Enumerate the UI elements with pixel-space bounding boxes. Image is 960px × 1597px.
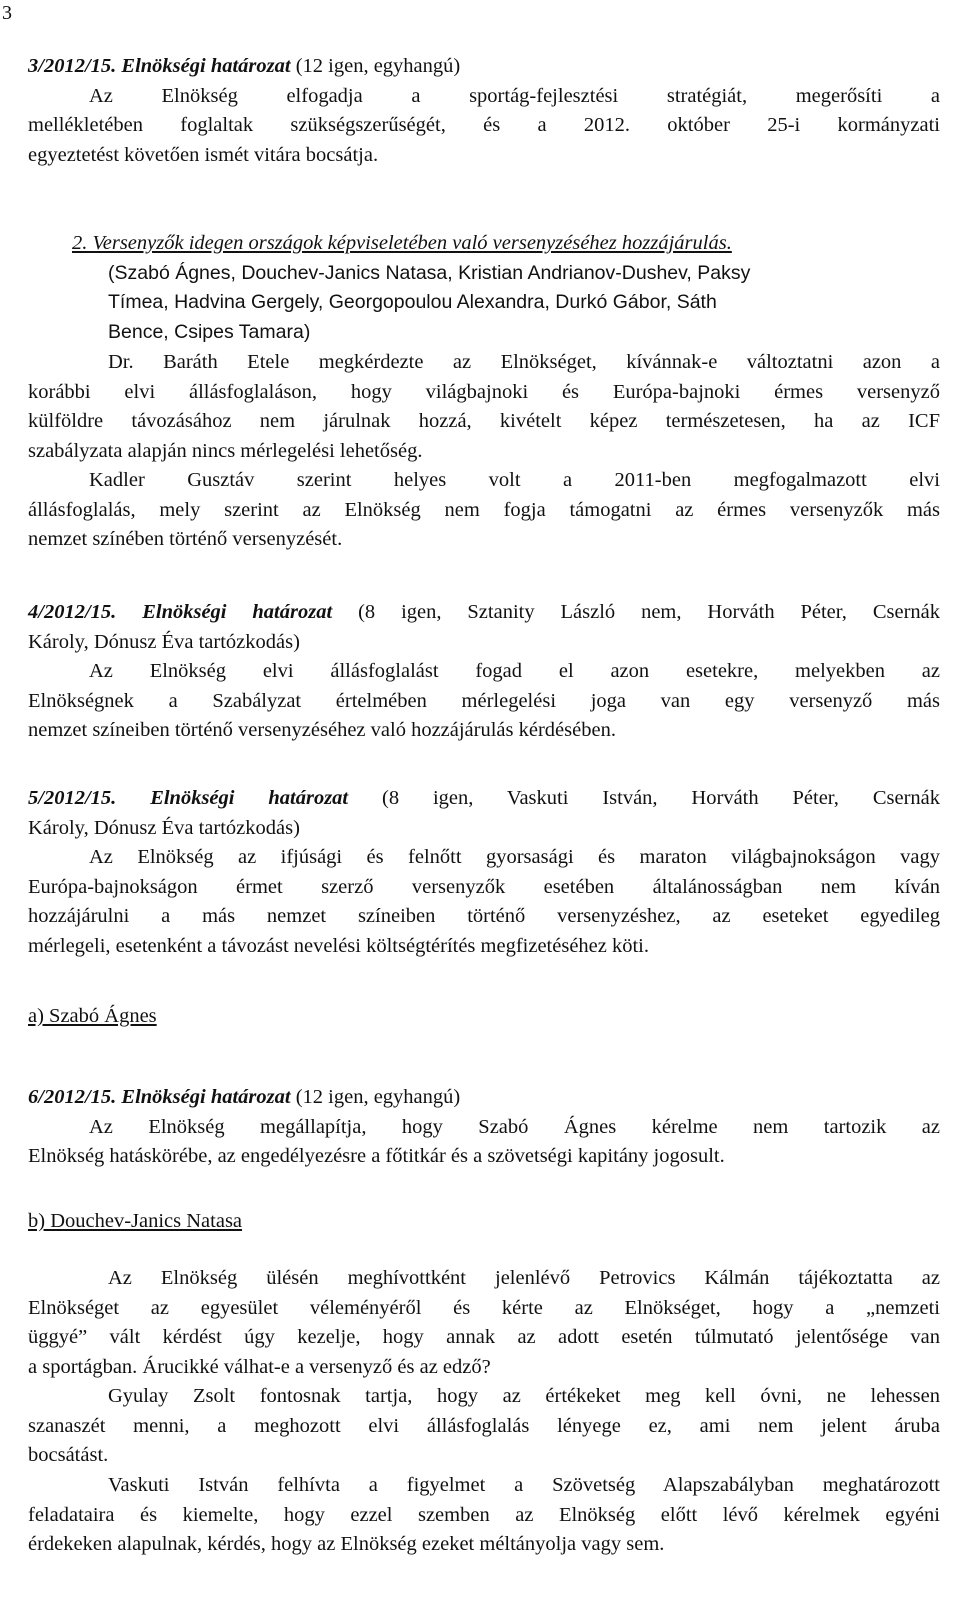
resolution-title: Elnökségi határozat xyxy=(121,55,291,77)
subheading-a xyxy=(28,1002,940,1032)
text-line: bocsátást. xyxy=(28,1444,109,1467)
text-line: külföldre távozásához nem járulnak hozzá, kivételt képez természetesen, ha az ICF xyxy=(28,410,940,433)
resolution-3-heading xyxy=(28,52,940,82)
resolution-number: 4/2012/15. xyxy=(28,601,117,623)
resolution-number: 3/2012/15. xyxy=(28,55,117,77)
names-line: (Szabó Ágnes, Douchev-Janics Natasa, Kristian Andrianov-Dushev, Paksy xyxy=(108,261,751,284)
resolution-title: Elnökségi határozat xyxy=(150,787,349,809)
resolution-vote-cont: Károly, Dónusz Éva tartózkodás) xyxy=(28,816,300,839)
text-line: nemzet színeiben történő versenyzéséhez való hozzájárulás kérdésében. xyxy=(28,719,616,742)
text-line: Az Elnökség elvi állásfoglalást fogad el azon esetekre, melyekben az xyxy=(89,660,940,683)
resolution-vote: (8 igen, Vaskuti István, Horváth Péter, Csernák xyxy=(348,787,940,809)
text-line: korábbi elvi állásfoglaláson, hogy világbajnoki és Európa-bajnoki érmes versenyző xyxy=(28,380,940,403)
paragraph-kadler xyxy=(28,466,940,555)
text-line: Az Elnökség elfogadja a sportág-fejlesztési stratégiát, megerősíti a xyxy=(89,84,940,107)
paragraph-petrovics xyxy=(28,1264,940,1382)
resolution-6 xyxy=(28,1083,940,1172)
text-line: Európa-bajnokságon érmet szerző versenyzők esetében általánosságban nem kíván xyxy=(28,875,940,898)
subheading-b xyxy=(28,1207,940,1237)
resolution-3 xyxy=(28,52,940,170)
text-line: Vaskuti István felhívta a figyelmet a Szövetség Alapszabályban meghatározott xyxy=(108,1474,940,1496)
text-line: Dr. Baráth Etele megkérdezte az Elnökséget, kívánnak-e változtatni azon a xyxy=(108,351,940,373)
resolution-title: Elnökségi határozat xyxy=(142,601,333,623)
resolution-vote: (12 igen, egyhangú) xyxy=(290,55,461,77)
paragraph-gyulay xyxy=(28,1382,940,1471)
text-line: mérlegeli, esetenként a távozást nevelési költségtérítés megfizetéséhez köti. xyxy=(28,934,650,957)
resolution-number: 6/2012/15. xyxy=(28,1086,117,1108)
resolution-vote: (8 igen, Sztanity László nem, Horváth Péter, Csernák xyxy=(332,601,941,623)
text-line: Az Elnökség megállapítja, hogy Szabó Ágnes kérelme nem tartozik az xyxy=(89,1115,940,1138)
text-line: Gyulay Zsolt fontosnak tartja, hogy az értékeket meg kell óvni, ne lehessen xyxy=(108,1385,940,1407)
text-line: egyeztetést követően ismét vitára bocsátja. xyxy=(28,143,379,166)
subheading-a-text: a) Szabó Ágnes xyxy=(28,1005,157,1027)
paragraph-barath xyxy=(28,348,940,466)
text-line: Az Elnökség ülésén meghívottként jelenlévő Petrovics Kálmán tájékoztatta az xyxy=(108,1267,940,1289)
resolution-4 xyxy=(28,598,940,746)
page-number: 3 xyxy=(2,2,12,24)
resolution-6-heading xyxy=(28,1083,940,1113)
text-line: feladataira és kiemelte, hogy ezzel szemben az Elnökség előtt lévő kérelmek egyéni xyxy=(28,1503,940,1526)
resolution-vote-cont: Károly, Dónusz Éva tartózkodás) xyxy=(28,630,300,653)
text-line: Kadler Gusztáv szerint helyes volt a 2011-ben megfogalmazott elvi xyxy=(89,469,940,491)
text-line: üggyé” vált kérdést úgy kezelje, hogy annak az adott esetén túlmutató jelentősége van xyxy=(28,1326,940,1349)
text-line: Elnökség hatáskörébe, az engedélyezésre a főtitkár és a szövetségi kapitány jogosult. xyxy=(28,1145,725,1168)
text-line: Az Elnökség az ifjúsági és felnőtt gyorsasági és maraton világbajnokságon vagy xyxy=(89,846,940,869)
text-line: Elnökséget az egyesület véleményéről és kérte az Elnökséget, hogy a „nemzeti xyxy=(28,1296,940,1319)
text-line: szabályzata alapján nincs mérlegelési lehetőség. xyxy=(28,439,423,462)
resolution-number: 5/2012/15. xyxy=(28,787,117,809)
text-line: nemzet színében történő versenyzését. xyxy=(28,528,343,551)
resolution-4-heading xyxy=(28,598,940,628)
agenda-item-title: 2. Versenyzők idegen országok képviseletében való versenyzéséhez hozzájárulás. xyxy=(72,232,732,254)
text-line: állásfoglalás, mely szerint az Elnökség nem fogja támogatni az érmes versenyzők más xyxy=(28,498,940,521)
text-line: Elnökségnek a Szabályzat értelmében mérlegelési joga van egy versenyző más xyxy=(28,689,940,712)
resolution-5-heading xyxy=(28,784,940,814)
text-line: a sportágban. Árucikké válhat-e a versenyző és az edző? xyxy=(28,1355,491,1378)
paragraph-vaskuti xyxy=(28,1471,940,1560)
resolution-5 xyxy=(28,784,940,962)
resolution-vote: (12 igen, egyhangú) xyxy=(290,1086,461,1108)
text-line: szanaszét menni, a meghozott elvi állásfoglalás lényege ez, ami nem jelent áruba xyxy=(28,1414,940,1437)
resolution-title: Elnökségi határozat xyxy=(121,1086,291,1108)
text-line: hozzájárulni a más nemzet színeiben történő versenyzéshez, az eseteket egyedileg xyxy=(28,905,940,928)
subheading-b-text: b) Douchev-Janics Natasa xyxy=(28,1210,243,1232)
text-line: érdekeken alapulnak, kérdés, hogy az Elnökség ezeket méltányolja vagy sem. xyxy=(28,1533,665,1556)
names-line: Bence, Csipes Tamara) xyxy=(108,320,311,343)
text-line: mellékletében foglaltak szükségszerűségét, és a 2012. október 25-i kormányzati xyxy=(28,114,940,137)
names-line: Tímea, Hadvina Gergely, Georgopoulou Alexandra, Durkó Gábor, Sáth xyxy=(108,291,717,314)
agenda-item-2 xyxy=(28,229,940,347)
